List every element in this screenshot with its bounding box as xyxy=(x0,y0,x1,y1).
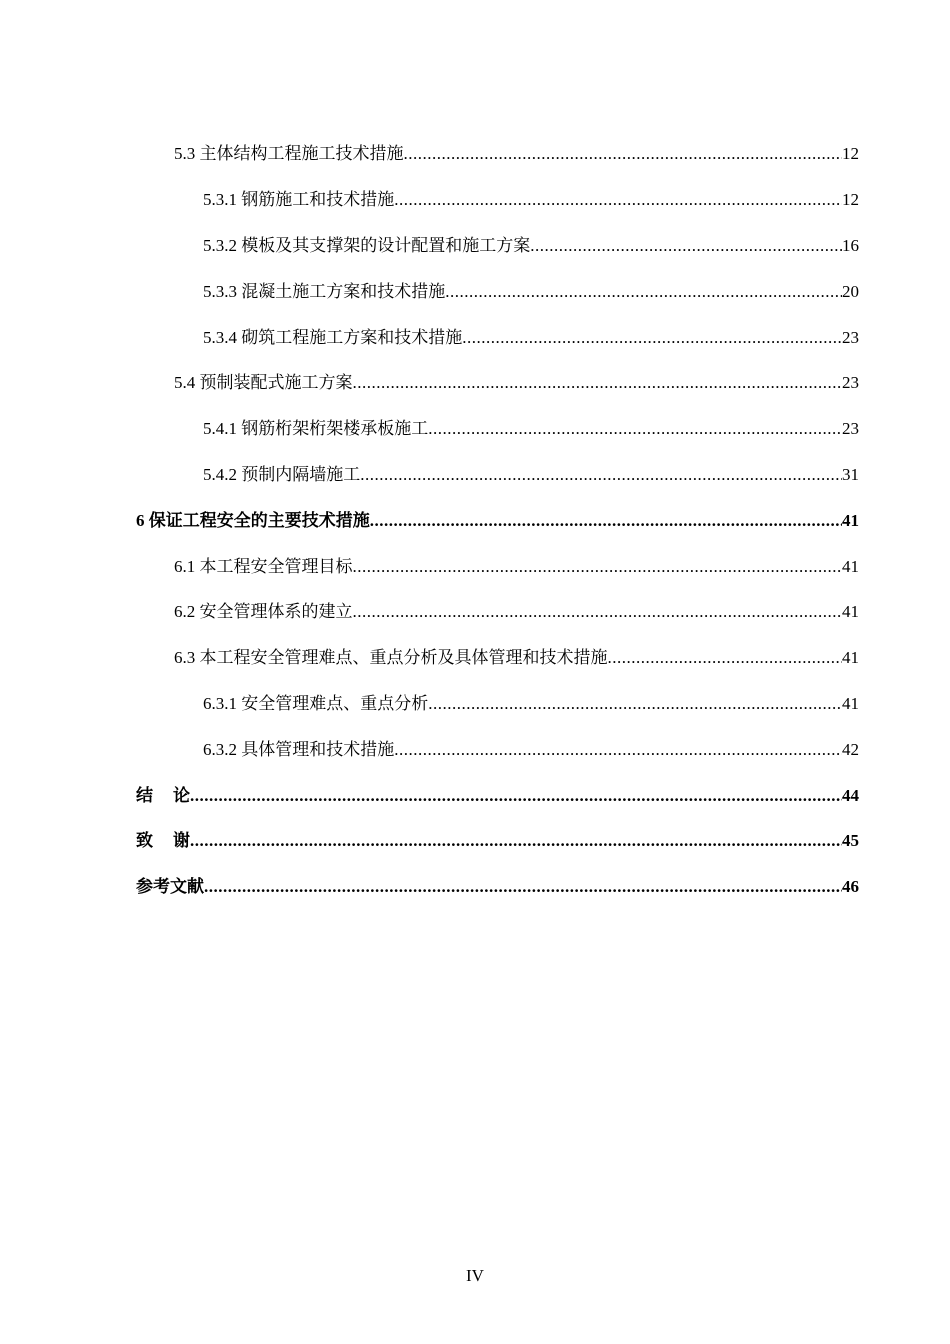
toc-entry[interactable] xyxy=(203,417,859,441)
toc-entry-page: 12 xyxy=(842,144,859,163)
toc-title-char: 致 xyxy=(136,831,153,850)
toc-entry-page: 42 xyxy=(842,740,859,759)
toc-entry-references[interactable] xyxy=(136,875,859,899)
toc-dot-leader xyxy=(404,142,843,166)
toc-entry-title: 6.3.2 具体管理和技术措施 xyxy=(203,740,395,759)
toc-entry-page: 23 xyxy=(842,419,859,438)
toc-dot-leader xyxy=(428,692,842,716)
toc-entry[interactable] xyxy=(174,142,859,166)
toc-entry-page: 20 xyxy=(842,282,859,301)
toc-entry-title xyxy=(136,784,190,808)
toc-dot-leader xyxy=(360,463,842,487)
toc-dot-leader xyxy=(394,738,842,762)
toc-entry-acknowledgement[interactable] xyxy=(136,829,859,853)
toc-entry-page: 44 xyxy=(842,786,859,805)
toc-dot-leader xyxy=(353,555,843,579)
toc-dot-leader xyxy=(428,417,842,441)
toc-entry-conclusion[interactable] xyxy=(136,784,859,808)
toc-dot-leader xyxy=(394,188,842,212)
toc-dot-leader xyxy=(608,646,843,670)
toc-entry-page: 23 xyxy=(842,373,859,392)
toc-entry-page: 41 xyxy=(842,557,859,576)
toc-entry-title: 参考文献 xyxy=(136,877,204,896)
toc-entry-title: 5.3 主体结构工程施工技术措施 xyxy=(174,144,404,163)
toc-entry[interactable] xyxy=(203,280,859,304)
toc-entry-title: 6.2 安全管理体系的建立 xyxy=(174,602,353,621)
toc-title-char: 论 xyxy=(173,786,190,805)
toc-title-char: 谢 xyxy=(173,831,190,850)
toc-entry-page: 45 xyxy=(842,831,859,850)
toc-entry-title: 5.4 预制装配式施工方案 xyxy=(174,373,353,392)
toc-dot-leader xyxy=(353,600,843,624)
toc-entry[interactable] xyxy=(203,463,859,487)
toc-entry[interactable] xyxy=(174,371,859,395)
toc-entry-page: 41 xyxy=(842,602,859,621)
toc-entry-title: 6.1 本工程安全管理目标 xyxy=(174,557,353,576)
toc-entry-title: 6 保证工程安全的主要技术措施 xyxy=(136,511,370,530)
toc-entry-page: 12 xyxy=(842,190,859,209)
toc-dot-leader xyxy=(190,829,842,853)
toc-dot-leader xyxy=(445,280,842,304)
toc-entry-page: 31 xyxy=(842,465,859,484)
toc-entry-page: 41 xyxy=(842,511,859,530)
toc-entry-page: 23 xyxy=(842,328,859,347)
toc-entry-title: 5.4.1 钢筋桁架桁架楼承板施工 xyxy=(203,419,429,438)
toc-dot-leader xyxy=(530,234,842,258)
toc-entry-page: 41 xyxy=(842,648,859,667)
toc-dot-leader xyxy=(370,509,842,533)
toc-entry[interactable] xyxy=(174,646,859,670)
toc-entry-title xyxy=(136,829,190,853)
toc-title-char: 结 xyxy=(136,786,153,805)
toc-entry[interactable] xyxy=(203,188,859,212)
toc-entry-title: 5.4.2 预制内隔墙施工 xyxy=(203,465,361,484)
toc-entry-page: 41 xyxy=(842,694,859,713)
toc-entry-title: 6.3.1 安全管理难点、重点分析 xyxy=(203,694,429,713)
toc-entry-title: 5.3.1 钢筋施工和技术措施 xyxy=(203,190,395,209)
page-number: IV xyxy=(466,1266,484,1285)
toc-entry-title: 5.3.2 模板及其支撑架的设计配置和施工方案 xyxy=(203,236,531,255)
toc-entry[interactable] xyxy=(203,326,859,350)
toc-dot-leader xyxy=(190,784,842,808)
toc-entry-title: 5.3.4 砌筑工程施工方案和技术措施 xyxy=(203,328,463,347)
toc-dot-leader xyxy=(462,326,842,350)
toc-entry-page: 16 xyxy=(842,236,859,255)
toc-dot-leader xyxy=(204,875,842,899)
toc-entry[interactable] xyxy=(203,234,859,258)
toc-entry[interactable] xyxy=(174,600,859,624)
toc-entry-chapter[interactable] xyxy=(136,509,859,533)
toc-entry[interactable] xyxy=(203,692,859,716)
toc-entry-page: 46 xyxy=(842,877,859,896)
toc-entry-title: 6.3 本工程安全管理难点、重点分析及具体管理和技术措施 xyxy=(174,648,608,667)
toc-entry[interactable] xyxy=(174,555,859,579)
toc-dot-leader xyxy=(353,371,843,395)
toc-entry[interactable] xyxy=(203,738,859,762)
toc-entry-title: 5.3.3 混凝土施工方案和技术措施 xyxy=(203,282,446,301)
